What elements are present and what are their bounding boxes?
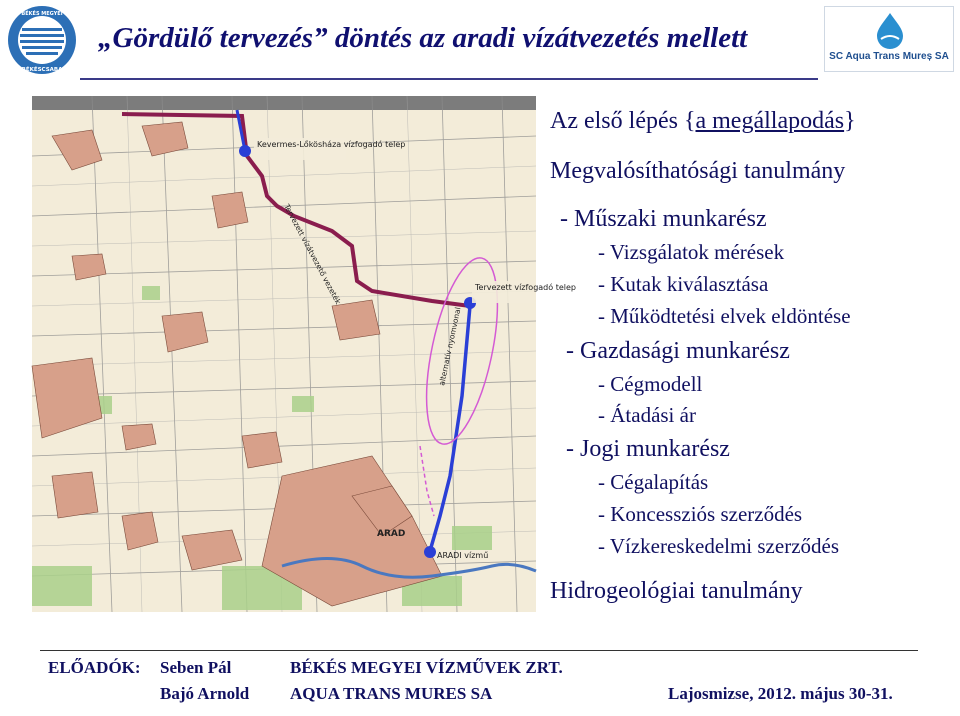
first-step-text: Az első lépés {a megállapodás} bbox=[550, 108, 856, 134]
aqua-trans-mures-logo bbox=[824, 6, 954, 72]
map-label-tervezett-vezetek: Tervezett vízátvezető vezeték bbox=[282, 202, 343, 306]
hydro-heading: Hidrogeológiai tanulmány bbox=[550, 578, 803, 604]
econ-item-2: - Átadási ár bbox=[598, 403, 696, 427]
org-1: BÉKÉS MEGYEI VÍZMŰVEK ZRT. bbox=[290, 658, 563, 677]
first-step-heading bbox=[550, 108, 856, 135]
map-label-arad: ARAD bbox=[377, 529, 406, 539]
technical-section: - Műszaki munkarész bbox=[560, 206, 767, 232]
org-2: AQUA TRANS MURES SA bbox=[290, 684, 493, 703]
tech-item-1: - Vizsgálatok mérések bbox=[598, 240, 785, 264]
svg-text:BÉKÉS MEGYEI: BÉKÉS MEGYEI bbox=[21, 11, 63, 17]
map-label-aradi-vizmu: ARADI vízmű bbox=[437, 551, 489, 560]
feasibility-heading: Megvalósíthatósági tanulmány bbox=[550, 158, 846, 184]
map-label-alternativ: alternatív nyomvonal bbox=[437, 306, 463, 387]
legal-item-1: - Cégalapítás bbox=[598, 470, 709, 494]
econ-item-1: - Cégmodell bbox=[598, 372, 703, 396]
footer-divider bbox=[40, 650, 918, 651]
page-title: „Gördülő tervezés” döntés az aradi vízátvezetés mellett bbox=[98, 22, 748, 54]
map-label-kevermes: Kevermes-Lőkösháza vízfogadó telep bbox=[257, 140, 406, 149]
svg-text:BÉKÉSCSABA: BÉKÉSCSABA bbox=[21, 67, 63, 73]
logo-right-text: SC Aqua Trans Mureș SA bbox=[829, 51, 949, 62]
bekes-vizmuvek-logo bbox=[6, 4, 78, 76]
presenters-label: ELŐADÓK: bbox=[48, 658, 141, 677]
tech-item-2: - Kutak kiválasztása bbox=[598, 272, 769, 296]
presenter-2: Bajó Arnold bbox=[160, 684, 250, 703]
legal-item-3: - Vízkereskedelmi szerződés bbox=[598, 534, 840, 558]
water-drop-icon bbox=[873, 11, 907, 49]
economic-section: - Gazdasági munkarész bbox=[566, 338, 790, 364]
route-map bbox=[32, 96, 576, 612]
legal-item-2: - Koncessziós szerződés bbox=[598, 502, 803, 526]
map-label-tervezett-telep: Tervezett vízfogadó telep bbox=[475, 283, 576, 292]
tech-item-3: - Működtetési elvek eldöntése bbox=[598, 304, 851, 328]
presenter-1: Seben Pál bbox=[160, 658, 232, 677]
title-divider bbox=[80, 78, 818, 80]
legal-section: - Jogi munkarész bbox=[566, 436, 730, 462]
location-date: Lajosmizse, 2012. május 30-31. bbox=[668, 684, 893, 703]
